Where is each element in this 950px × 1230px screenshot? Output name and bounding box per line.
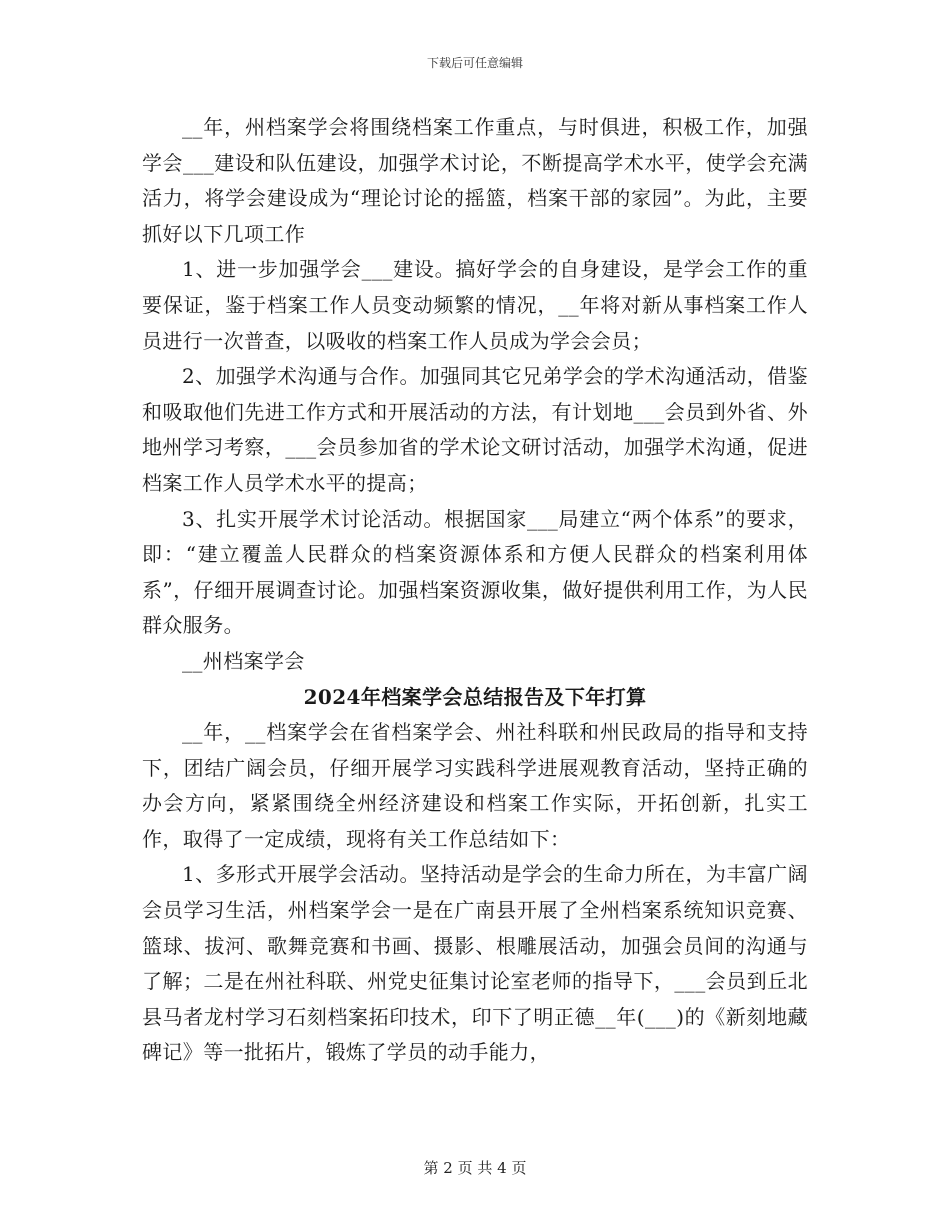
paragraph-item-3: 3、扎实开展学术讨论活动。根据国家___局建立“两个体系”的要求，即：“建立覆盖人民群众的档案资源体系和方便人民群众的档案利用体系”，仔细开展调查讨论。加强档案资源收集，做好提供利用工作，为人民群众服务。 <box>142 506 808 638</box>
paragraph-item-1: 1、进一步加强学会___建设。搞好学会的自身建设，是学会工作的重要保证，鉴于档案工作人员变动频繁的情况，__年将对新从事档案工作人员进行一次普查，以吸收的档案工作人员成为学会会员； <box>142 257 808 353</box>
paragraph-signature: __州档案学会 <box>182 648 305 673</box>
page-header: 下载后可任意编辑 <box>426 56 523 70</box>
page-footer: 第 2 页 共 4 页 <box>423 1159 527 1177</box>
paragraph-summary-intro: __年，__档案学会在省档案学会、州社科联和州民政局的指导和支持下，团结广阔会员，仔细开展学习实践科学进展观教育活动，坚持正确的办会方向，紧紧围绕全州经济建设和档案工作实际，开拓创新，扎实工作，取得了一定成绩，现将有关工作总结如下： <box>142 720 808 851</box>
paragraph-summary-item-1: 1、多形式开展学会活动。坚持活动是学会的生命力所在，为丰富广阔会员学习生活，州档案学会一是在广南县开展了全州档案系统知识竞赛、篮球、拔河、歌舞竞赛和书画、摄影、根雕展活动，加强会员间的沟通与了解；二是在州社科联、州党史征集讨论室老师的指导下，___会员到丘北县马者龙村学习石刻档案拓印技术，印下了明正德__年(___)的《新刻地藏碑记》等一批拓片，锻炼了学员的动手能力， <box>142 862 808 1065</box>
section-title: 2024年档案学会总结报告及下年打算 <box>303 684 647 709</box>
document-body <box>142 110 808 1071</box>
paragraph-intro: __年，州档案学会将围绕档案工作重点，与时俱进，积极工作，加强学会___建设和队伍建设，加强学术讨论，不断提高学术水平，使学会充满活力，将学会建设成为“理论讨论的摇篮，档案干部的家园”。为此，主要抓好以下几项工作 <box>142 115 808 246</box>
paragraph-item-2: 2、加强学术沟通与合作。加强同其它兄弟学会的学术沟通活动，借鉴和吸取他们先进工作方式和开展活动的方法，有计划地___会员到外省、外地州学习考察，___会员参加省的学术论文研讨活动，加强学术沟通，促进档案工作人员学术水平的提高； <box>142 364 808 495</box>
